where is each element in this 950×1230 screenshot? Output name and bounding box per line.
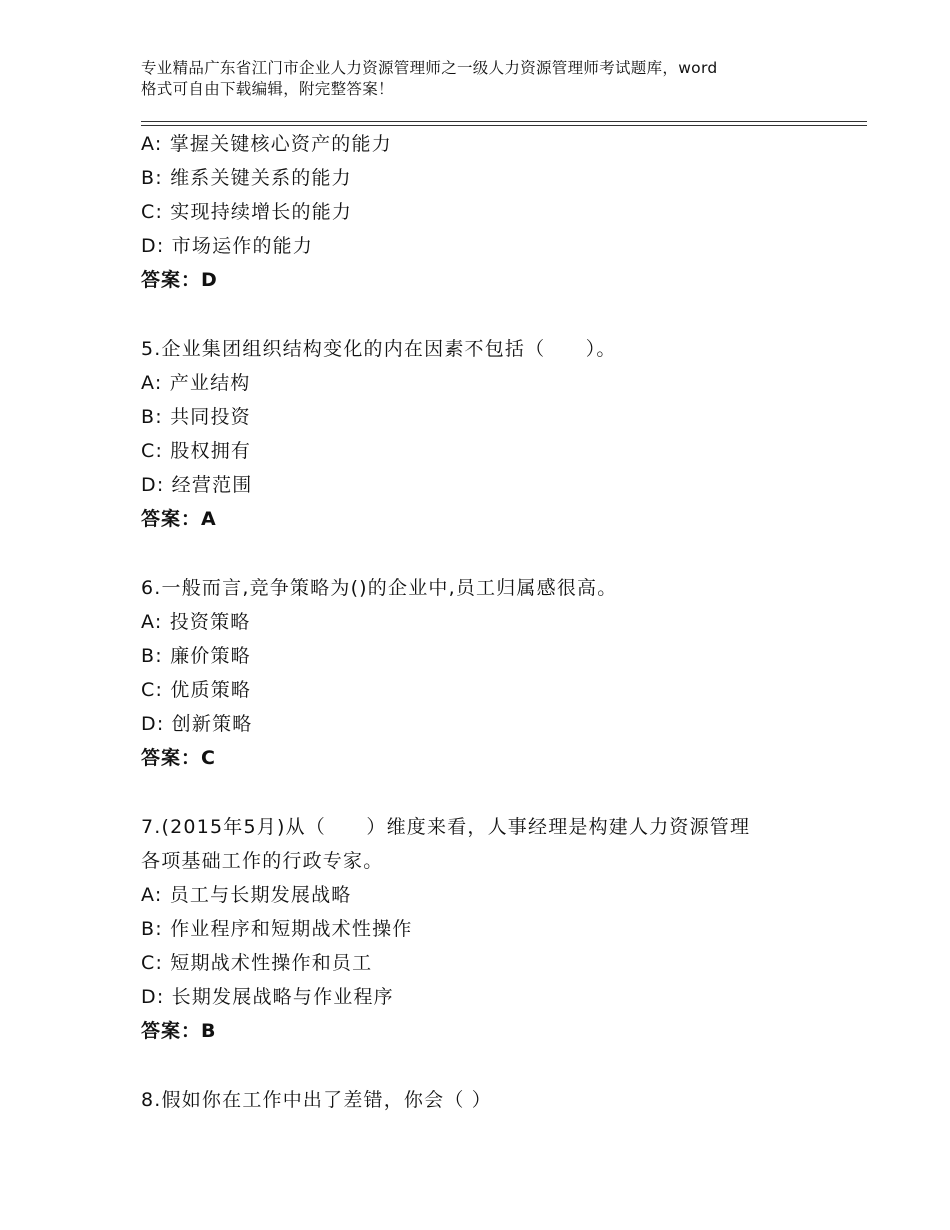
q4-option-b: B: 维系关键关系的能力	[141, 167, 352, 189]
header-line-2: 格式可自由下载编辑，附完整答案！	[141, 80, 394, 98]
q7-option-d: D: 长期发展战略与作业程序	[141, 986, 394, 1008]
header-rule-top	[141, 121, 867, 122]
q6-option-a: A: 投资策略	[141, 611, 251, 633]
q6-answer: 答案：C	[141, 747, 216, 769]
q5-option-a: A: 产业结构	[141, 372, 251, 394]
q5-answer: 答案：A	[141, 508, 217, 530]
document-header	[141, 58, 841, 100]
q4-option-a: A: 掌握关键核心资产的能力	[141, 133, 392, 155]
q7-answer: 答案：B	[141, 1020, 217, 1042]
q6-option-b: B: 廉价策略	[141, 645, 251, 667]
q4-answer: 答案：D	[141, 269, 218, 291]
q5-stem: 5.企业集团组织结构变化的内在因素不包括（ ）。	[141, 338, 617, 360]
q7-stem-line-2: 各项基础工作的行政专家。	[141, 850, 384, 872]
q6-option-d: D: 创新策略	[141, 713, 253, 735]
q5-option-d: D: 经营范围	[141, 474, 253, 496]
q5-option-c: C: 股权拥有	[141, 440, 252, 462]
q4-option-c: C: 实现持续增长的能力	[141, 201, 353, 223]
q6-option-c: C: 优质策略	[141, 679, 252, 701]
header-rule-bottom	[141, 125, 867, 126]
q8-stem: 8.假如你在工作中出了差错，你会（ ）	[141, 1089, 492, 1111]
q7-option-a: A: 员工与长期发展战略	[141, 884, 352, 906]
q7-option-b: B: 作业程序和短期战术性操作	[141, 918, 413, 940]
q6-stem: 6.一般而言,竞争策略为()的企业中,员工归属感很高。	[141, 577, 618, 599]
q7-option-c: C: 短期战术性操作和员工	[141, 952, 373, 974]
header-line-1: 专业精品广东省江门市企业人力资源管理师之一级人力资源管理师考试题库，word	[141, 59, 718, 77]
q5-option-b: B: 共同投资	[141, 406, 251, 428]
q4-option-d: D: 市场运作的能力	[141, 235, 314, 257]
q7-stem-line-1: 7.(2015年5月)从（ ）维度来看，人事经理是构建人力资源管理	[141, 816, 751, 838]
